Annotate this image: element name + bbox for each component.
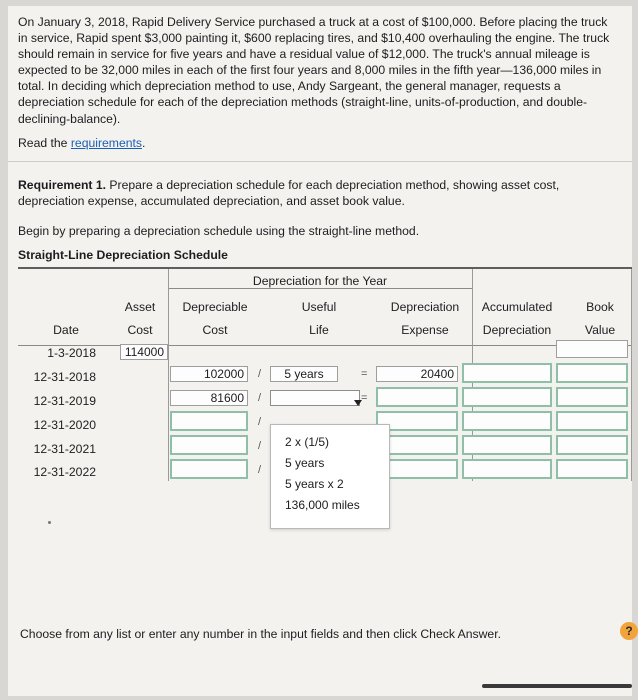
divide-symbol: /	[258, 368, 262, 380]
depreciation-expense-input-2019[interactable]	[376, 387, 458, 407]
accumulated-depreciation-input-2018[interactable]	[462, 363, 552, 383]
schedule-title: Straight-Line Depreciation Schedule	[18, 248, 228, 262]
book-value-input-2020[interactable]	[556, 411, 628, 431]
accumulated-depreciation-input-2022[interactable]	[462, 459, 552, 479]
useful-life-dropdown-menu	[270, 424, 390, 529]
header-date: Date	[53, 323, 79, 337]
help-icon[interactable]: ?	[620, 622, 638, 640]
header-asset-cost: Cost	[127, 323, 153, 337]
table-top-border	[18, 267, 632, 269]
section-divider	[8, 161, 632, 162]
header-asset: Asset	[124, 300, 156, 314]
stray-dot	[48, 521, 51, 524]
accumulated-depreciation-input-2020[interactable]	[462, 411, 552, 431]
accumulated-depreciation-input-2019[interactable]	[462, 387, 552, 407]
col-sep-3	[631, 269, 632, 481]
dropdown-option[interactable]: 5 years x 2	[285, 477, 344, 491]
equals-symbol: =	[361, 392, 368, 404]
header-depreciable-cost: Cost	[202, 323, 228, 337]
accumulated-depreciation-input-2021[interactable]	[462, 435, 552, 455]
requirement-label: Requirement 1.	[18, 178, 107, 192]
header-accumulated: Accumulated	[481, 300, 553, 314]
divide-symbol: /	[258, 416, 262, 428]
useful-life-select-2019[interactable]	[270, 390, 360, 406]
date-row-2: 12-31-2018	[33, 370, 96, 384]
dropdown-option[interactable]: 5 years	[285, 456, 325, 470]
header-book: Book	[586, 300, 614, 314]
group-header-underline	[168, 288, 472, 289]
header-depreciable: Depreciable	[182, 300, 248, 314]
depreciable-cost-input-2019[interactable]: 81600	[170, 390, 248, 406]
problem-statement: On January 3, 2018, Rapid Delivery Service purchased a truck at a cost of $100,000. Before placing the truck in service, Rapid spent $3,000 painting it, $600 replacing tires, and $10,400 overhauling the engine. The truck should remain in service for five years and have a residual value of $12,000. The truck's annual mileage is expected to be 32,000 miles in each of the first four years and 8,000 miles in the fifth year—136,000 miles in total. In deciding which depreciation method to use, Andy Sargeant, the general manager, requests a depreciation schedule for each of the depreciation methods (straight-line, units-of-production, and double-declining-balance).	[18, 15, 610, 126]
date-row-3: 12-31-2019	[33, 394, 96, 408]
read-suffix: .	[142, 136, 146, 150]
dropdown-option[interactable]: 136,000 miles	[285, 498, 360, 512]
date-row-5: 12-31-2021	[33, 442, 96, 456]
requirements-link[interactable]: requirements	[70, 136, 142, 150]
date-row-6: 12-31-2022	[33, 465, 96, 479]
depreciable-cost-input-2022[interactable]	[170, 459, 248, 479]
book-value-input-1[interactable]	[556, 340, 628, 358]
date-row-4: 12-31-2020	[33, 418, 96, 432]
header-useful-life: Life	[309, 323, 329, 337]
book-value-input-2022[interactable]	[556, 459, 628, 479]
dropdown-option[interactable]: 2 x (1/5)	[285, 435, 330, 449]
header-depreciation: Depreciation	[390, 300, 460, 314]
read-prefix: Read the	[18, 136, 71, 150]
requirement-1-text	[18, 178, 618, 209]
equals-symbol: =	[361, 368, 368, 380]
requirement-body: Prepare a depreciation schedule for each depreciation method, showing asset cost, depreciation expense, accumulated depreciation, and asset book value.	[18, 178, 560, 208]
footer-instruction: Choose from any list or enter any number in the input fields and then click Check Answer.	[20, 627, 501, 641]
book-value-input-2018[interactable]	[556, 363, 628, 383]
question-panel	[8, 6, 632, 696]
divide-symbol: /	[258, 392, 262, 404]
begin-instruction: Begin by preparing a depreciation schedule using the straight-line method.	[18, 224, 420, 238]
depreciable-cost-input-2021[interactable]	[170, 435, 248, 455]
header-book-value: Value	[584, 323, 616, 337]
depreciable-cost-input-2018[interactable]: 102000	[170, 366, 248, 382]
header-depreciation-expense: Expense	[401, 323, 449, 337]
header-bottom-border	[18, 345, 632, 346]
divide-symbol: /	[258, 464, 262, 476]
header-accumulated-depreciation: Depreciation	[482, 323, 552, 337]
scroll-indicator	[482, 684, 632, 688]
group-header: Depreciation for the Year	[252, 274, 388, 288]
divide-symbol: /	[258, 440, 262, 452]
useful-life-select-2018[interactable]: 5 years	[270, 366, 338, 382]
header-useful: Useful	[301, 300, 337, 314]
book-value-input-2019[interactable]	[556, 387, 628, 407]
date-row-1: 1-3-2018	[47, 346, 96, 360]
depreciable-cost-input-2020[interactable]	[170, 411, 248, 431]
book-value-input-2021[interactable]	[556, 435, 628, 455]
read-requirements-line	[18, 136, 145, 150]
depreciation-expense-input-2018[interactable]: 20400	[376, 366, 458, 382]
asset-cost-input[interactable]: 114000	[120, 344, 168, 360]
